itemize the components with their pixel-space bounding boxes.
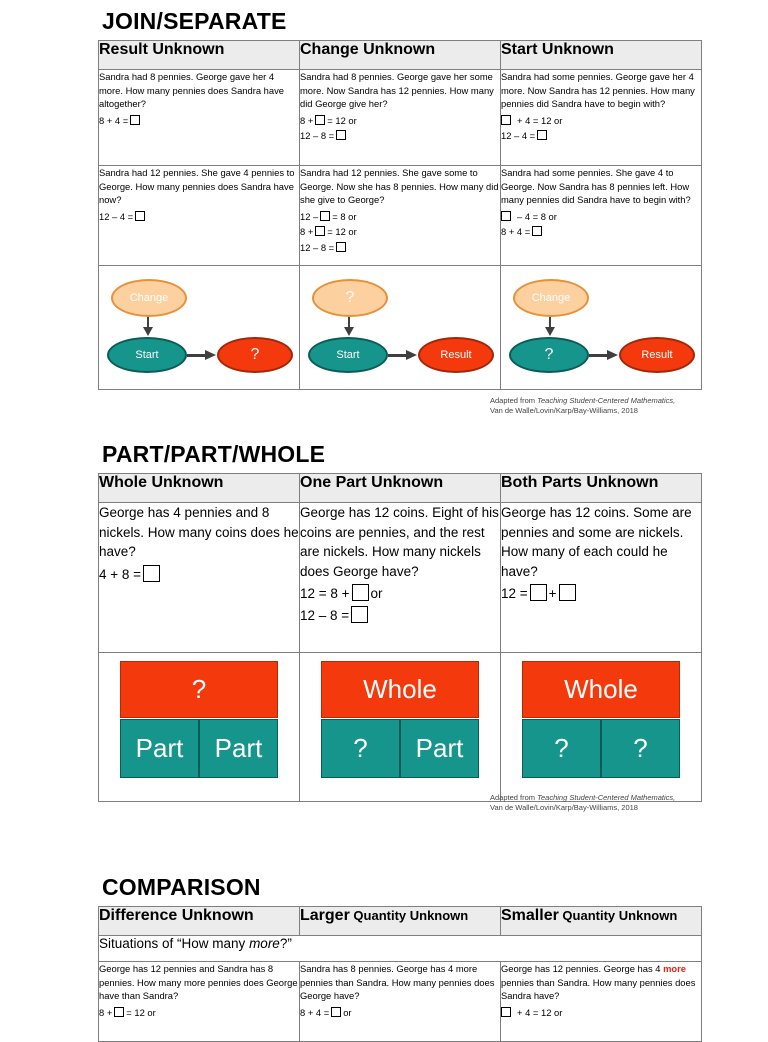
diagram-result-unknown (99, 266, 300, 390)
equation: 12 = 8 + or (300, 586, 383, 601)
whole-bar: Whole (522, 661, 680, 718)
problem-text: Sandra had some pennies. She gave 4 to George. Now Sandra has 8 pennies left. How many pennies did Sandra have to begin with? (501, 167, 691, 205)
header-difference-unknown: Difference Unknown (99, 907, 300, 936)
start-ellipse: Start (107, 337, 187, 373)
equation: 12 – 8 = (300, 241, 500, 255)
cell-one-part-unknown (300, 503, 501, 653)
diagram-change-unknown (300, 266, 501, 390)
equation: – 4 = 8 or (501, 210, 701, 224)
attribution-note: Adapted from Teaching Student-Centered Mathematics, Van de Walle/Lovin/Karp/Bay-Williams, 2018 (490, 396, 676, 415)
problem-text: George has 12 coins. Eight of his coins are pennies, and the rest are nickels. How many nickels does George have? (300, 505, 499, 579)
start-ellipse: ? (509, 337, 589, 373)
problem-text: George has 12 pennies and Sandra has 8 pennies. How many more pennies does George have than Sandra? (99, 963, 298, 1001)
answer-box (501, 115, 511, 125)
cell-whole-unknown (99, 503, 300, 653)
part-part-whole-table (98, 473, 702, 802)
equation: 12 – = 8 or (300, 210, 357, 222)
equation: + 4 = 12 or (501, 114, 701, 128)
equation: 8 + = 12 or (99, 1006, 156, 1018)
answer-box (336, 242, 346, 252)
cell-separate-result-unknown (99, 166, 300, 266)
problem-text: Sandra had 12 pennies. She gave 4 pennies to George. How many pennies does Sandra have now? (99, 167, 295, 205)
answer-box (331, 1007, 341, 1017)
equation: 12 = + (501, 584, 701, 604)
cell-separate-change-unknown (300, 166, 501, 266)
header-start-unknown: Start Unknown (501, 41, 702, 70)
change-ellipse: ? (312, 279, 388, 317)
answer-box (315, 226, 325, 236)
equation: 12 – 8 = (300, 129, 500, 143)
attribution-note: Adapted from Teaching Student-Centered Mathematics, Van de Walle/Lovin/Karp/Bay-Williams, 2018 (490, 793, 676, 812)
header-both-parts-unknown: Both Parts Unknown (501, 474, 702, 503)
problem-text: Sandra has 8 pennies. George has 4 more pennies than Sandra. How many pennies does George have? (300, 963, 495, 1001)
answer-box (336, 130, 346, 140)
answer-box (532, 226, 542, 236)
bar-model-one-part-unknown (300, 653, 501, 802)
answer-box (559, 584, 576, 601)
right-arrow-icon (205, 350, 216, 360)
cell-separate-start-unknown (501, 166, 702, 266)
problem-text: Sandra had 8 pennies. George gave her 4 more. How many pennies does Sandra have altogether? (99, 71, 285, 109)
right-arrow-icon (607, 350, 618, 360)
situation-row: Situations of “How many more?” (99, 936, 702, 962)
header-change-unknown: Change Unknown (300, 41, 501, 70)
change-ellipse: Change (513, 279, 589, 317)
right-arrow-line (187, 354, 207, 357)
diagram-start-unknown (501, 266, 702, 390)
equation: 12 – 8 = (300, 606, 500, 626)
answer-box (352, 584, 369, 601)
down-arrow-icon (344, 327, 354, 336)
header-whole-unknown: Whole Unknown (99, 474, 300, 503)
problem-text: George has 12 coins. Some are pennies and some are nickels. How many of each could he have? (501, 505, 692, 579)
right-arrow-line (388, 354, 408, 357)
answer-box (143, 565, 160, 582)
answer-box (315, 115, 325, 125)
header-larger-quantity-unknown: Larger Quantity Unknown (300, 907, 501, 936)
whole-bar: Whole (321, 661, 479, 718)
down-arrow-icon (143, 327, 153, 336)
equation: + 4 = 12 or (501, 1006, 701, 1020)
equation: 4 + 8 = (99, 565, 299, 585)
bar-model-whole-unknown (99, 653, 300, 802)
right-arrow-line (589, 354, 609, 357)
answer-box (501, 1007, 511, 1017)
result-ellipse: ? (217, 337, 293, 373)
header-result-unknown: Result Unknown (99, 41, 300, 70)
problem-text: Sandra had some pennies. George gave her 4 more. Now Sandra has 12 pennies. How many pennies did Sandra have to begin with? (501, 71, 695, 109)
right-arrow-icon (406, 350, 417, 360)
part-bar-right: Part (400, 719, 479, 778)
equation: 8 + = 12 or (300, 114, 357, 126)
whole-bar: ? (120, 661, 278, 718)
problem-text: George has 4 pennies and 8 nickels. How many coins does he have? (99, 505, 299, 559)
answer-box (320, 211, 330, 221)
cell-join-result-unknown (99, 70, 300, 166)
equation: 8 + 4 = (501, 225, 701, 239)
answer-box (351, 606, 368, 623)
answer-box (114, 1007, 124, 1017)
result-ellipse: Result (619, 337, 695, 373)
answer-box (130, 115, 140, 125)
header-one-part-unknown: One Part Unknown (300, 474, 501, 503)
comparison-table (98, 906, 702, 1042)
cell-join-start-unknown (501, 70, 702, 166)
section-title-comparison: COMPARISON (102, 874, 261, 900)
result-ellipse: Result (418, 337, 494, 373)
down-arrow-icon (545, 327, 555, 336)
bar-model-both-parts-unknown (501, 653, 702, 802)
change-ellipse: Change (111, 279, 187, 317)
answer-box (501, 211, 511, 221)
problem-text: Sandra had 8 pennies. George gave her some more. Now Sandra has 12 pennies. How many did George give her? (300, 71, 494, 109)
section-title-part-part-whole: PART/PART/WHOLE (102, 441, 326, 467)
equation: 12 – 4 = (99, 210, 299, 224)
cell-larger-quantity-unknown (300, 962, 501, 1042)
cell-smaller-quantity-unknown (501, 962, 702, 1042)
problem-text: Sandra had 12 pennies. She gave some to George. Now she has 8 pennies. How many did she give to George? (300, 167, 499, 205)
start-ellipse: Start (308, 337, 388, 373)
part-bar-left: Part (120, 719, 199, 778)
problem-text: George has 12 pennies. George has 4 more pennies than Sandra. How many pennies does Sandra have? (501, 963, 696, 1001)
equation: 12 – 4 = (501, 129, 701, 143)
section-title-join-separate: JOIN/SEPARATE (102, 8, 287, 34)
part-bar-right: ? (601, 719, 680, 778)
cell-join-change-unknown (300, 70, 501, 166)
answer-box (135, 211, 145, 221)
answer-box (537, 130, 547, 140)
part-bar-right: Part (199, 719, 278, 778)
join-separate-table (98, 40, 702, 390)
equation: 8 + = 12 or (300, 226, 357, 237)
cell-both-parts-unknown (501, 503, 702, 653)
equation: 8 + 4 = or (300, 1006, 352, 1018)
header-smaller-quantity-unknown: Smaller Quantity Unknown (501, 907, 702, 936)
part-bar-left: ? (321, 719, 400, 778)
answer-box (530, 584, 547, 601)
equation: 8 + 4 = (99, 114, 299, 128)
cell-difference-unknown (99, 962, 300, 1042)
part-bar-left: ? (522, 719, 601, 778)
